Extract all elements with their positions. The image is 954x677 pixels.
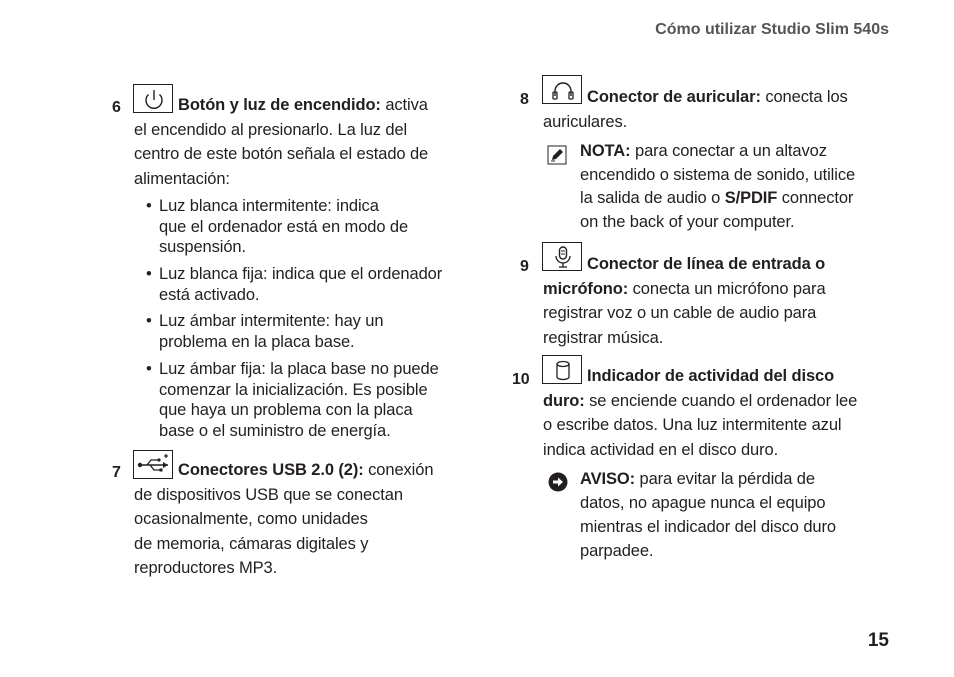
text-line: indica actividad en el disco duro. bbox=[543, 440, 779, 459]
text-line: registrar música. bbox=[543, 328, 664, 347]
text-line: está activado. bbox=[159, 285, 260, 304]
item-number: 6 bbox=[112, 99, 121, 116]
text-line: mientras el indicador del disco duro bbox=[580, 518, 836, 536]
microphone-term: Conector de línea de entrada o bbox=[587, 255, 826, 273]
power-description bbox=[134, 93, 428, 191]
headphone-description bbox=[543, 85, 848, 134]
text-line: o escribe datos. Una luz intermitente azul bbox=[543, 416, 842, 434]
text-line: de dispositivos USB que se conectan bbox=[134, 485, 403, 504]
usb-description bbox=[134, 458, 433, 581]
text-line: Luz blanca intermitente: indica bbox=[159, 197, 379, 215]
text-line: on the back of your computer. bbox=[580, 212, 795, 231]
text-line: Luz blanca fija: indica que el ordenador bbox=[159, 265, 443, 283]
text-line: connector bbox=[777, 189, 854, 207]
item-number: 8 bbox=[520, 91, 529, 108]
text-line: problema en la placa base. bbox=[159, 332, 355, 351]
text-line: reproductores MP3. bbox=[134, 559, 278, 577]
text-line: alimentación: bbox=[134, 169, 230, 188]
text-line: ocasionalmente, como unidades bbox=[134, 510, 368, 528]
text-line: de memoria, cámaras digitales y bbox=[134, 534, 369, 553]
text-line: conexión bbox=[363, 461, 434, 479]
text-line: conecta los bbox=[760, 88, 848, 106]
text-line: datos, no apague nunca el equipo bbox=[580, 494, 826, 512]
note-block bbox=[580, 140, 855, 234]
text-line: que el ordenador está en modo de bbox=[159, 217, 409, 236]
text-line: Luz ámbar fija: la placa base no puede bbox=[159, 360, 439, 378]
text-line: que haya un problema con la placa bbox=[159, 401, 413, 419]
notice-block bbox=[580, 467, 836, 563]
text-line: para evitar la pérdida de bbox=[635, 470, 815, 488]
harddrive-term: Indicador de actividad del disco bbox=[587, 367, 835, 385]
text-line: parpadee. bbox=[580, 542, 654, 560]
text-line: auriculares. bbox=[543, 112, 628, 131]
text-line: para conectar a un altavoz bbox=[630, 142, 827, 160]
item-number: 9 bbox=[520, 258, 529, 275]
microphone-description bbox=[543, 252, 826, 350]
text-line: activa bbox=[380, 96, 428, 114]
headphone-term: Conector de auricular: bbox=[587, 88, 761, 106]
text-line: Luz ámbar intermitente: hay un bbox=[159, 312, 384, 330]
text-line: se enciende cuando el ordenador lee bbox=[584, 391, 858, 410]
running-header: Cómo utilizar Studio Slim 540s bbox=[655, 21, 889, 38]
text-line: conecta un micrófono para bbox=[628, 279, 826, 298]
notice-label: AVISO: bbox=[580, 470, 636, 488]
harddrive-term-cont: duro: bbox=[543, 391, 585, 410]
page-number: 15 bbox=[867, 630, 889, 651]
note-label: NOTA: bbox=[580, 142, 631, 160]
text-line: la salida de audio o bbox=[580, 189, 725, 207]
text-line: el encendido al presionarlo. La luz del bbox=[134, 120, 408, 139]
item-number: 7 bbox=[112, 464, 121, 481]
notice-arrow-icon bbox=[548, 472, 568, 500]
microphone-term-cont: micrófono: bbox=[543, 279, 629, 298]
spdif-term: S/PDIF bbox=[724, 189, 778, 207]
harddrive-description bbox=[543, 364, 857, 462]
text-line: suspensión. bbox=[159, 238, 246, 256]
usb-term: Conectores USB 2.0 (2): bbox=[178, 461, 364, 479]
note-pencil-icon bbox=[547, 145, 567, 173]
text-line: encendido o sistema de sonido, utilice bbox=[580, 165, 856, 184]
text-line: comenzar la inicialización. Es posible bbox=[159, 380, 428, 399]
power-term: Botón y luz de encendido: bbox=[178, 96, 381, 114]
text-line: registrar voz o un cable de audio para bbox=[543, 304, 817, 322]
text-line: base o el suministro de energía. bbox=[159, 421, 391, 440]
item-number: 10 bbox=[512, 371, 530, 388]
text-line: centro de este botón señala el estado de bbox=[134, 145, 429, 163]
